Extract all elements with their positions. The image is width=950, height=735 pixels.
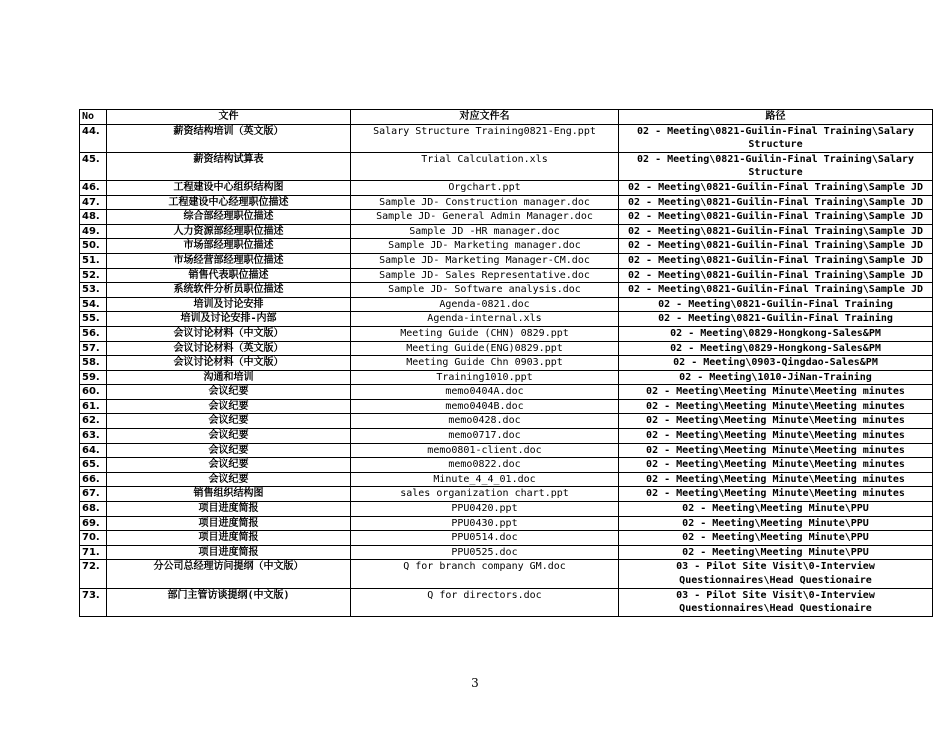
table-row: [80, 502, 933, 517]
cell-file: 会议纪要: [107, 443, 351, 458]
cell-no: 65.: [80, 458, 107, 473]
cell-no: 62.: [80, 414, 107, 429]
table-row: [80, 283, 933, 298]
cell-path: 02 - Meeting\Meeting Minute\Meeting minutes: [619, 399, 933, 414]
cell-filename: sales organization chart.ppt: [351, 487, 619, 502]
table-row: [80, 356, 933, 371]
cell-file: 工程建设中心经理职位描述: [107, 195, 351, 210]
cell-file: 沟通和培训: [107, 370, 351, 385]
table-row: [80, 239, 933, 254]
cell-filename: memo0428.doc: [351, 414, 619, 429]
cell-no: 47.: [80, 195, 107, 210]
cell-filename: memo0404B.doc: [351, 399, 619, 414]
table-row: [80, 124, 933, 152]
cell-filename: memo0801-client.doc: [351, 443, 619, 458]
cell-path: 02 - Meeting\0821-Guilin-Final Training\Sample JD: [619, 253, 933, 268]
cell-path: 02 - Meeting\1010-JiNan-Training: [619, 370, 933, 385]
cell-path: 02 - Meeting\0821-Guilin-Final Training\Salary Structure: [619, 152, 933, 180]
table-row: [80, 210, 933, 225]
table-body: [80, 124, 933, 616]
cell-path: 02 - Meeting\Meeting Minute\Meeting minutes: [619, 385, 933, 400]
cell-path: 02 - Meeting\Meeting Minute\PPU: [619, 516, 933, 531]
cell-path: 02 - Meeting\0821-Guilin-Final Training\Sample JD: [619, 210, 933, 225]
cell-filename: Q for directors.doc: [351, 588, 619, 616]
table-row: [80, 224, 933, 239]
cell-filename: Agenda-internal.xls: [351, 312, 619, 327]
file-index-table: [79, 109, 933, 617]
cell-path: 02 - Meeting\Meeting Minute\Meeting minutes: [619, 414, 933, 429]
table-row: [80, 370, 933, 385]
cell-path: 02 - Meeting\Meeting Minute\Meeting minutes: [619, 458, 933, 473]
cell-file: 市场经营部经理职位描述: [107, 253, 351, 268]
header-path: 路径: [619, 110, 933, 125]
cell-file: 市场部经理职位描述: [107, 239, 351, 254]
cell-no: 50.: [80, 239, 107, 254]
cell-filename: memo0717.doc: [351, 429, 619, 444]
cell-filename: Training1010.ppt: [351, 370, 619, 385]
cell-path: 02 - Meeting\Meeting Minute\Meeting minutes: [619, 487, 933, 502]
cell-file: 会议纪要: [107, 399, 351, 414]
cell-filename: Q for branch company GM.doc: [351, 560, 619, 588]
table-row: [80, 195, 933, 210]
cell-filename: Orgchart.ppt: [351, 180, 619, 195]
cell-no: 68.: [80, 502, 107, 517]
cell-filename: Sample JD- Marketing manager.doc: [351, 239, 619, 254]
cell-file: 分公司总经理访问提纲（中文版）: [107, 560, 351, 588]
table-row: [80, 297, 933, 312]
cell-no: 52.: [80, 268, 107, 283]
cell-no: 60.: [80, 385, 107, 400]
cell-no: 57.: [80, 341, 107, 356]
cell-no: 66.: [80, 472, 107, 487]
cell-no: 46.: [80, 180, 107, 195]
table-row: [80, 458, 933, 473]
cell-filename: PPU0430.ppt: [351, 516, 619, 531]
cell-path: 02 - Meeting\0821-Guilin-Final Training\Sample JD: [619, 268, 933, 283]
cell-no: 45.: [80, 152, 107, 180]
cell-filename: Trial Calculation.xls: [351, 152, 619, 180]
cell-file: 项目进度简报: [107, 545, 351, 560]
cell-file: 培训及讨论安排: [107, 297, 351, 312]
cell-filename: PPU0514.doc: [351, 531, 619, 546]
cell-path: 03 - Pilot Site Visit\0-Interview Questionnaires\Head Questionaire: [619, 560, 933, 588]
table-row: [80, 152, 933, 180]
cell-no: 53.: [80, 283, 107, 298]
cell-no: 61.: [80, 399, 107, 414]
cell-file: 会议讨论材料（英文版）: [107, 341, 351, 356]
cell-filename: memo0404A.doc: [351, 385, 619, 400]
cell-no: 63.: [80, 429, 107, 444]
cell-filename: Minute_4_4_01.doc: [351, 472, 619, 487]
cell-no: 71.: [80, 545, 107, 560]
cell-no: 48.: [80, 210, 107, 225]
cell-file: 会议纪要: [107, 429, 351, 444]
cell-no: 58.: [80, 356, 107, 371]
cell-path: 02 - Meeting\Meeting Minute\Meeting minutes: [619, 472, 933, 487]
cell-path: 02 - Meeting\0829-Hongkong-Sales&PM: [619, 326, 933, 341]
table-row: [80, 545, 933, 560]
table-row: [80, 326, 933, 341]
cell-path: 02 - Meeting\0821-Guilin-Final Training\Sample JD: [619, 224, 933, 239]
cell-file: 会议纪要: [107, 385, 351, 400]
cell-path: 02 - Meeting\0821-Guilin-Final Training: [619, 297, 933, 312]
cell-no: 70.: [80, 531, 107, 546]
table-row: [80, 443, 933, 458]
table-row: [80, 385, 933, 400]
cell-file: 会议纪要: [107, 472, 351, 487]
table-row: [80, 312, 933, 327]
cell-filename: Sample JD- Marketing Manager-CM.doc: [351, 253, 619, 268]
header-no: No: [80, 110, 107, 125]
cell-file: 薪资结构培训（英文版）: [107, 124, 351, 152]
cell-file: 销售组织结构图: [107, 487, 351, 502]
cell-path: 02 - Meeting\Meeting Minute\PPU: [619, 502, 933, 517]
table-row: [80, 429, 933, 444]
cell-file: 会议纪要: [107, 414, 351, 429]
table-row: [80, 180, 933, 195]
cell-file: 综合部经理职位描述: [107, 210, 351, 225]
cell-no: 59.: [80, 370, 107, 385]
cell-no: 51.: [80, 253, 107, 268]
table-row: [80, 531, 933, 546]
cell-no: 64.: [80, 443, 107, 458]
cell-file: 会议讨论材料（中文版）: [107, 326, 351, 341]
cell-path: 02 - Meeting\Meeting Minute\Meeting minutes: [619, 429, 933, 444]
cell-path: 02 - Meeting\0829-Hongkong-Sales&PM: [619, 341, 933, 356]
header-file: 文件: [107, 110, 351, 125]
table-row: [80, 341, 933, 356]
table-row: [80, 516, 933, 531]
table-row: [80, 472, 933, 487]
cell-filename: Meeting Guide (CHN) 0829.ppt: [351, 326, 619, 341]
cell-path: 03 - Pilot Site Visit\0-Interview Questionnaires\Head Questionaire: [619, 588, 933, 616]
cell-path: 02 - Meeting\Meeting Minute\PPU: [619, 545, 933, 560]
cell-filename: Sample JD- General Admin Manager.doc: [351, 210, 619, 225]
cell-path: 02 - Meeting\0821-Guilin-Final Training\Salary Structure: [619, 124, 933, 152]
cell-filename: Sample JD- Software analysis.doc: [351, 283, 619, 298]
cell-filename: Sample JD- Sales Representative.doc: [351, 268, 619, 283]
cell-filename: PPU0420.ppt: [351, 502, 619, 517]
cell-path: 02 - Meeting\Meeting Minute\Meeting minutes: [619, 443, 933, 458]
cell-no: 67.: [80, 487, 107, 502]
cell-no: 49.: [80, 224, 107, 239]
cell-path: 02 - Meeting\Meeting Minute\PPU: [619, 531, 933, 546]
table-row: [80, 414, 933, 429]
cell-path: 02 - Meeting\0903-Qingdao-Sales&PM: [619, 356, 933, 371]
cell-file: 薪资结构试算表: [107, 152, 351, 180]
table-row: [80, 399, 933, 414]
cell-file: 销售代表职位描述: [107, 268, 351, 283]
cell-file: 系统软件分析员职位描述: [107, 283, 351, 298]
cell-no: 44.: [80, 124, 107, 152]
cell-filename: Sample JD -HR manager.doc: [351, 224, 619, 239]
cell-no: 69.: [80, 516, 107, 531]
cell-no: 73.: [80, 588, 107, 616]
cell-filename: Agenda-0821.doc: [351, 297, 619, 312]
cell-path: 02 - Meeting\0821-Guilin-Final Training\Sample JD: [619, 283, 933, 298]
table-row: [80, 560, 933, 588]
cell-file: 项目进度简报: [107, 531, 351, 546]
table-row: [80, 253, 933, 268]
cell-file: 会议纪要: [107, 458, 351, 473]
cell-filename: Meeting Guide(ENG)0829.ppt: [351, 341, 619, 356]
cell-file: 工程建设中心组织结构图: [107, 180, 351, 195]
cell-file: 人力资源部经理职位描述: [107, 224, 351, 239]
cell-filename: Salary Structure Training0821-Eng.ppt: [351, 124, 619, 152]
cell-file: 项目进度简报: [107, 502, 351, 517]
table-row: [80, 588, 933, 616]
cell-file: 会议讨论材料（中文版）: [107, 356, 351, 371]
table-header-row: [80, 110, 933, 125]
table-row: [80, 268, 933, 283]
cell-filename: Meeting Guide Chn 0903.ppt: [351, 356, 619, 371]
cell-file: 培训及讨论安排-内部: [107, 312, 351, 327]
header-filename: 对应文件名: [351, 110, 619, 125]
cell-path: 02 - Meeting\0821-Guilin-Final Training\Sample JD: [619, 195, 933, 210]
cell-filename: PPU0525.doc: [351, 545, 619, 560]
cell-path: 02 - Meeting\0821-Guilin-Final Training\Sample JD: [619, 180, 933, 195]
cell-no: 55.: [80, 312, 107, 327]
cell-filename: Sample JD- Construction manager.doc: [351, 195, 619, 210]
cell-path: 02 - Meeting\0821-Guilin-Final Training\Sample JD: [619, 239, 933, 254]
cell-no: 56.: [80, 326, 107, 341]
cell-file: 部门主管访谈提纲(中文版): [107, 588, 351, 616]
cell-file: 项目进度简报: [107, 516, 351, 531]
cell-no: 54.: [80, 297, 107, 312]
page-number: 3: [471, 676, 479, 690]
table-row: [80, 487, 933, 502]
cell-path: 02 - Meeting\0821-Guilin-Final Training: [619, 312, 933, 327]
cell-filename: memo0822.doc: [351, 458, 619, 473]
cell-no: 72.: [80, 560, 107, 588]
